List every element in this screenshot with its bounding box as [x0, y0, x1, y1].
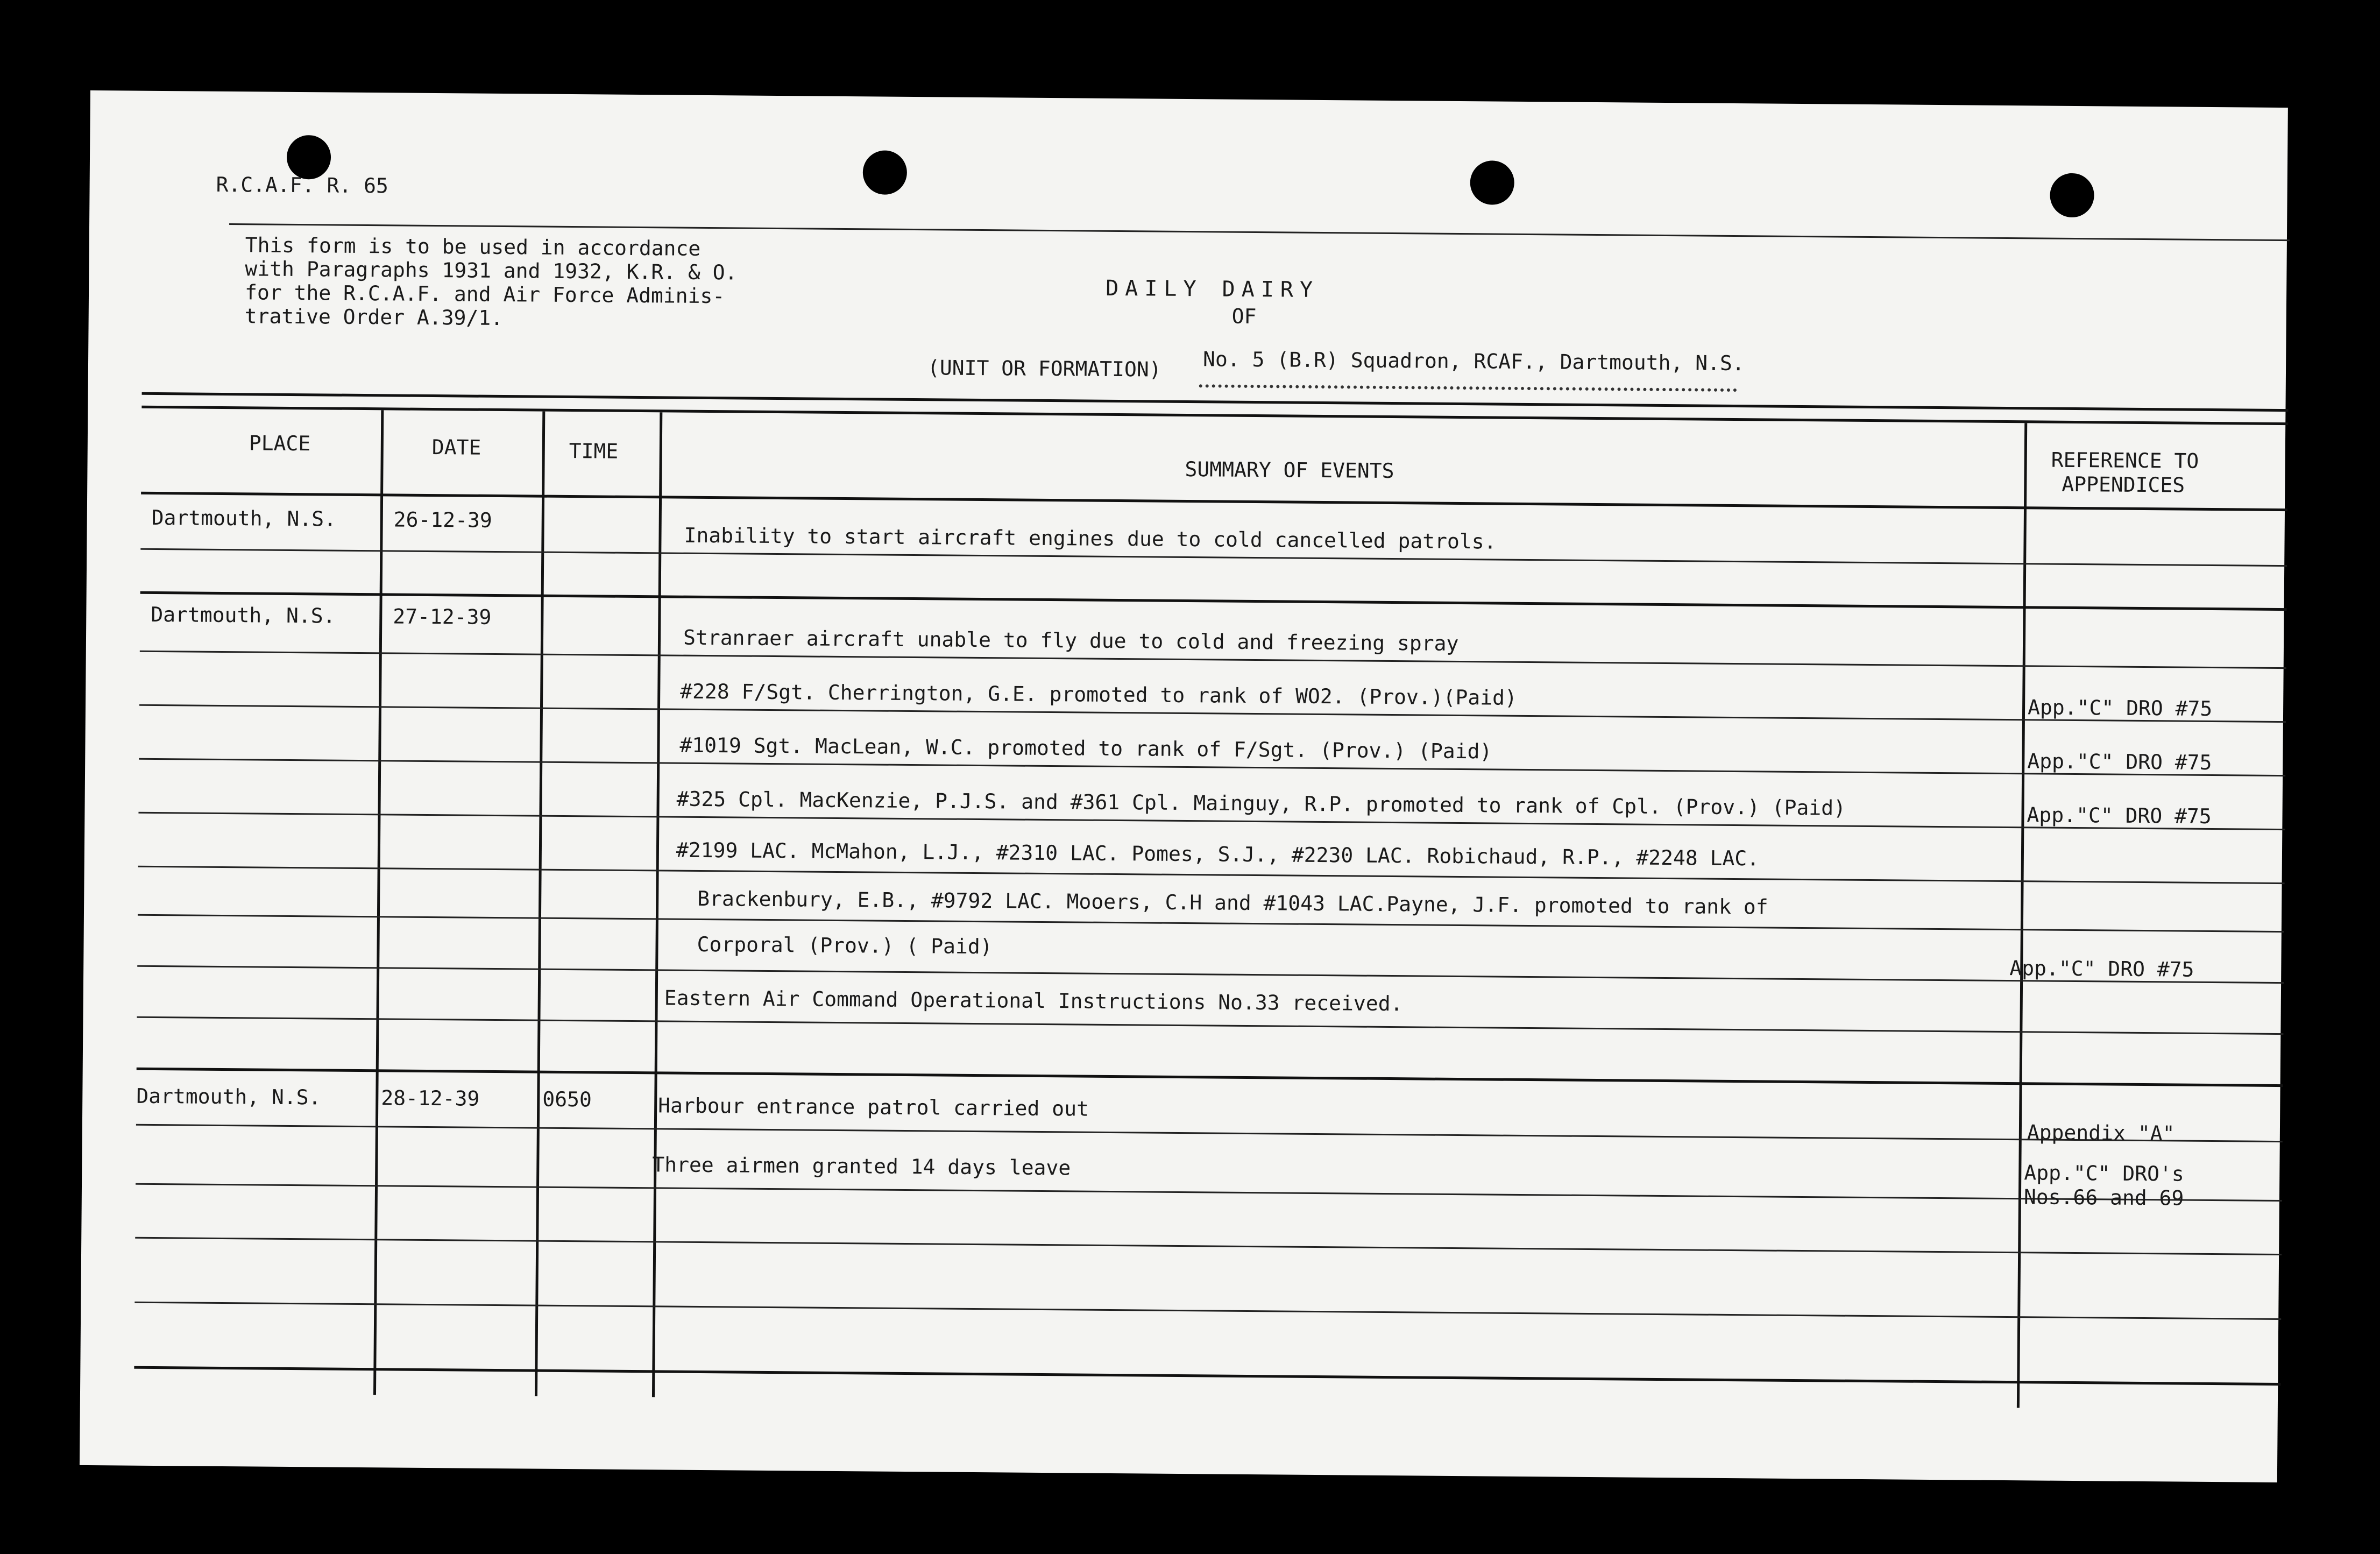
row-time: 0650 — [542, 1087, 592, 1112]
col-header-ref-2: APPENDICES — [2062, 472, 2185, 497]
instruction-line-2: with Paragraphs 1931 and 1932, K.R. & O. — [245, 257, 738, 285]
row-rule — [137, 965, 2284, 984]
row-ref: App."C" DRO #75 — [2027, 749, 2212, 775]
row-rule — [138, 866, 2285, 884]
row-rule — [138, 914, 2284, 933]
instruction-line-4: trative Order A.39/1. — [244, 304, 504, 330]
row-summary: #325 Cpl. MacKenzie, P.J.S. and #361 Cpl. Mainguy, R.P. promoted to rank of Cpl. (Prov.) (Paid) — [676, 787, 1846, 820]
instruction-line-3: for the R.C.A.F. and Air Force Adminis- — [244, 280, 725, 308]
row-ref: Nos.66 and 69 — [2023, 1185, 2184, 1210]
row-ref: App."C" DRO's — [2024, 1161, 2184, 1186]
row-summary: Corporal (Prov.) ( Paid) — [697, 932, 993, 959]
form-title-of: OF — [1231, 304, 1257, 329]
punch-hole-2 — [863, 150, 908, 195]
row-summary: Eastern Air Command Operational Instructions No.33 received. — [664, 986, 1403, 1016]
col-header-date: DATE — [431, 435, 481, 460]
daily-diary-form — [80, 90, 2288, 1482]
col-divider-date — [535, 412, 545, 1396]
row-rule — [137, 1016, 2283, 1035]
col-header-summary: SUMMARY OF EVENTS — [1185, 457, 1394, 483]
row-summary: #228 F/Sgt. Cherrington, G.E. promoted to rank of WO2. (Prov.)(Paid) — [680, 679, 1518, 710]
form-title: DAILY DAIRY — [1105, 276, 1320, 302]
col-header-place: PLACE — [249, 431, 311, 456]
row-place: Dartmouth, N.S. — [151, 602, 336, 628]
row-rule — [136, 1183, 2282, 1202]
punch-hole-3 — [1470, 160, 1514, 205]
col-header-time: TIME — [569, 439, 619, 463]
unit-dotted-line — [1199, 384, 1737, 392]
row-date: 26-12-39 — [393, 507, 492, 532]
row-summary: Brackenbury, E.B., #9792 LAC. Mooers, C.H and #1043 LAC.Payne, J.F. promoted to rank of — [697, 886, 1768, 919]
row-summary: Three airmen granted 14 days leave — [652, 1153, 1071, 1180]
row-place: Dartmouth, N.S. — [151, 505, 337, 531]
row-date: 28-12-39 — [381, 1086, 480, 1111]
unit-label: (UNIT OR FORMATION) — [927, 356, 1161, 382]
col-divider-ref — [2017, 423, 2027, 1408]
row-ref: Appendix "A" — [2027, 1120, 2175, 1146]
col-divider-place — [373, 410, 384, 1395]
col-divider-time — [652, 412, 662, 1397]
table-bottom-rule — [134, 1366, 2280, 1386]
row-ref: App."C" DRO #75 — [2027, 695, 2213, 721]
row-rule — [135, 1237, 2282, 1255]
col-header-ref-1: REFERENCE TO — [2051, 448, 2199, 473]
row-date: 27-12-39 — [393, 604, 492, 629]
row-ref: App."C" DRO #75 — [2009, 956, 2194, 981]
row-place: Dartmouth, N.S. — [136, 1084, 321, 1110]
punch-hole-4 — [2050, 173, 2094, 218]
row-rule — [136, 1124, 2283, 1142]
row-summary: Stranraer aircraft unable to fly due to cold and freezing spray — [683, 625, 1459, 656]
row-rule — [137, 1068, 2283, 1087]
row-summary: #2199 LAC. McMahon, L.J., #2310 LAC. Pomes, S.J., #2230 LAC. Robichaud, R.P., #2248 LAC. — [676, 838, 1760, 871]
row-summary: Harbour entrance patrol carried out — [658, 1093, 1089, 1121]
row-ref: App."C" DRO #75 — [2027, 803, 2212, 829]
row-summary: Inability to start aircraft engines due to cold cancelled patrols. — [684, 523, 1497, 554]
unit-value: No. 5 (B.R) Squadron, RCAF., Dartmouth, N.S. — [1202, 347, 1745, 376]
row-summary: #1019 Sgt. MacLean, W.C. promoted to rank of F/Sgt. (Prov.) (Paid) — [679, 733, 1492, 764]
form-number: R.C.A.F. R. 65 — [216, 172, 389, 198]
row-rule — [134, 1302, 2281, 1320]
instruction-line-1: This form is to be used in accordance — [245, 233, 701, 260]
